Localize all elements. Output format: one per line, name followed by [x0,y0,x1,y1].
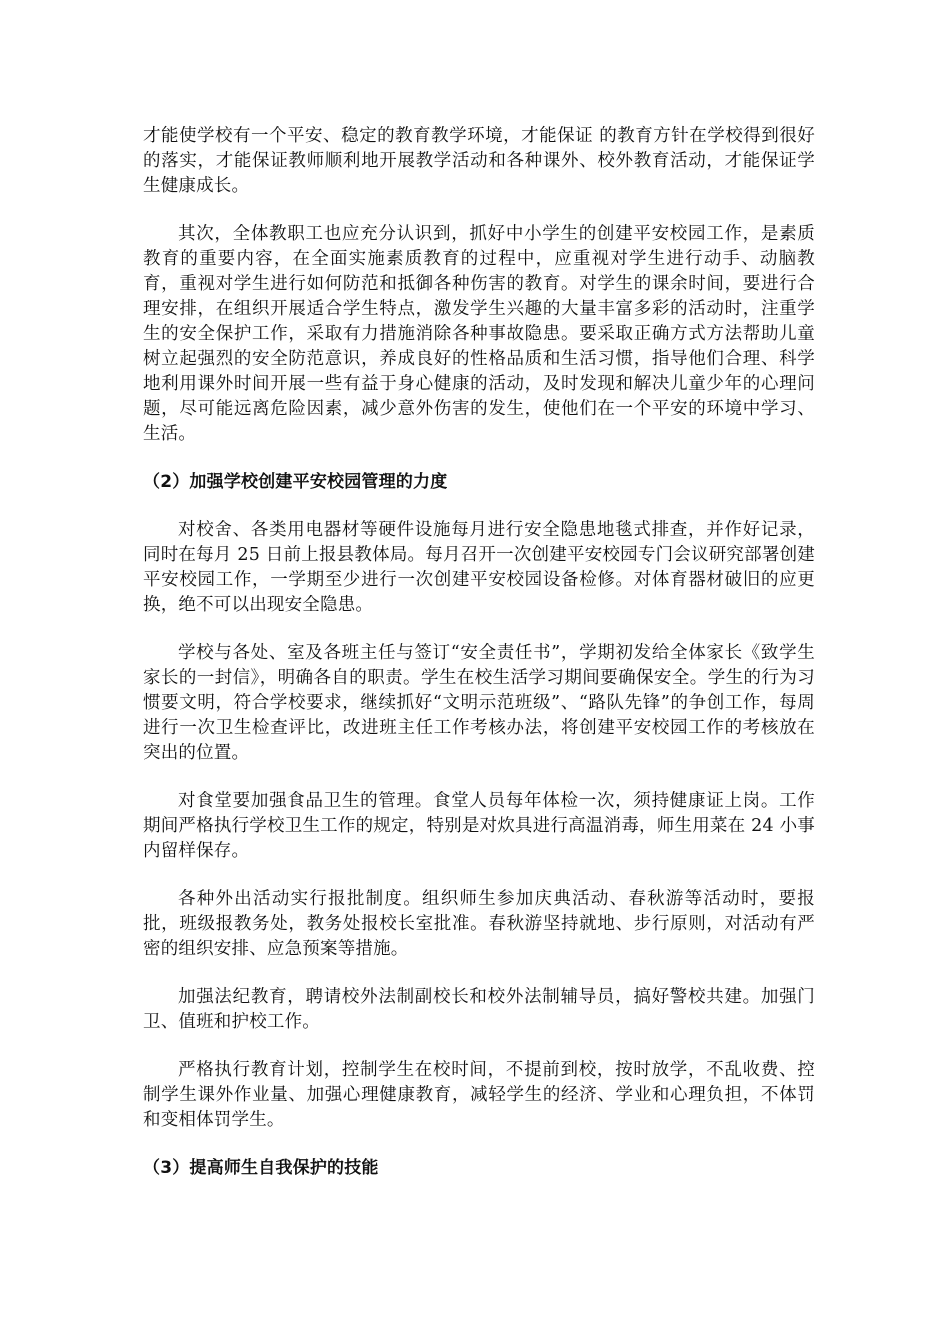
paragraph-facility-inspection: 对校舍、各类用电器材等硬件设施每月进行安全隐患地毯式排查，并作好记录，同时在每月 25 日前上报县教体局。每月召开一次创建平安校园专门会议研究部署创建平安校园工作，一学期至少进行一次创建平安校园设备检修。对体育器材破旧的应更换，绝不可以出现安全隐患。 [143,520,816,615]
document-body [143,124,815,1204]
paragraph-continuation: 才能使学校有一个平安、稳定的教育教学环境，才能保证 的教育方针在学校得到很好的落实，才能保证教师顺利地开展教学活动和各种课外、校外教育活动，才能保证学生健康成长。 [143,126,815,196]
section-heading-3: （3）提高师生自我保护的技能 [143,1158,379,1178]
paragraph-safety-responsibility: 学校与各处、室及各班主任与签订“安全责任书”，学期初发给全体家长《致学生家长的一封信》，明确各自的职责。学生在校生活学习期间要确保安全。学生的行为习惯要文明，符合学校要求，继续抓好“文明示范班级”、“路队先锋”的争创工作，每周进行一次卫生检查评比，改进班主任工作考核办法，将创建平安校园工作的考核放在突出的位置。 [143,643,815,763]
paragraph-canteen-hygiene: 对食堂要加强食品卫生的管理。食堂人员每年体检一次，须持健康证上岗。工作期间严格执行学校卫生工作的规定，特别是对炊具进行高温消毒，师生用菜在 24 小事内留样保存。 [143,791,815,861]
section-heading-2: （2）加强学校创建平安校园管理的力度 [143,472,448,492]
paragraph-second: 其次，全体教职工也应充分认识到，抓好中小学生的创建平安校园工作，是素质教育的重要内容，在全面实施素质教育的过程中，应重视对学生进行动手、动脑教育，重视对学生进行如何防范和抵御各种伤害的教育。对学生的课余时间，要进行合理安排，在组织开展适合学生特点，激发学生兴趣的大量丰富多彩的活动时，注重学生的安全保护工作，采取有力措施消除各种事故隐患。要采取正确方式方法帮助儿童树立起强烈的安全防范意识，养成良好的性格品质和生活习惯，指导他们合理、科学地利用课外时间开展一些有益于身心健康的活动，及时发现和解决儿童少年的心理问题，尽可能远离危险因素，减少意外伤害的发生，使他们在一个平安的环境中学习、生活。 [143,224,815,444]
paragraph-legal-education: 加强法纪教育，聘请校外法制副校长和校外法制辅导员，搞好警校共建。加强门卫、值班和护校工作。 [143,987,815,1032]
paragraph-education-plan: 严格执行教育计划，控制学生在校时间，不提前到校，按时放学，不乱收费、控制学生课外作业量、加强心理健康教育，减轻学生的经济、学业和心理负担，不体罚和变相体罚学生。 [143,1060,815,1130]
paragraph-outing-approval: 各种外出活动实行报批制度。组织师生参加庆典活动、春秋游等活动时，要报批，班级报教务处，教务处报校长室批准。春秋游坚持就地、步行原则，对活动有严密的组织安排、应急预案等措施。 [143,889,815,959]
